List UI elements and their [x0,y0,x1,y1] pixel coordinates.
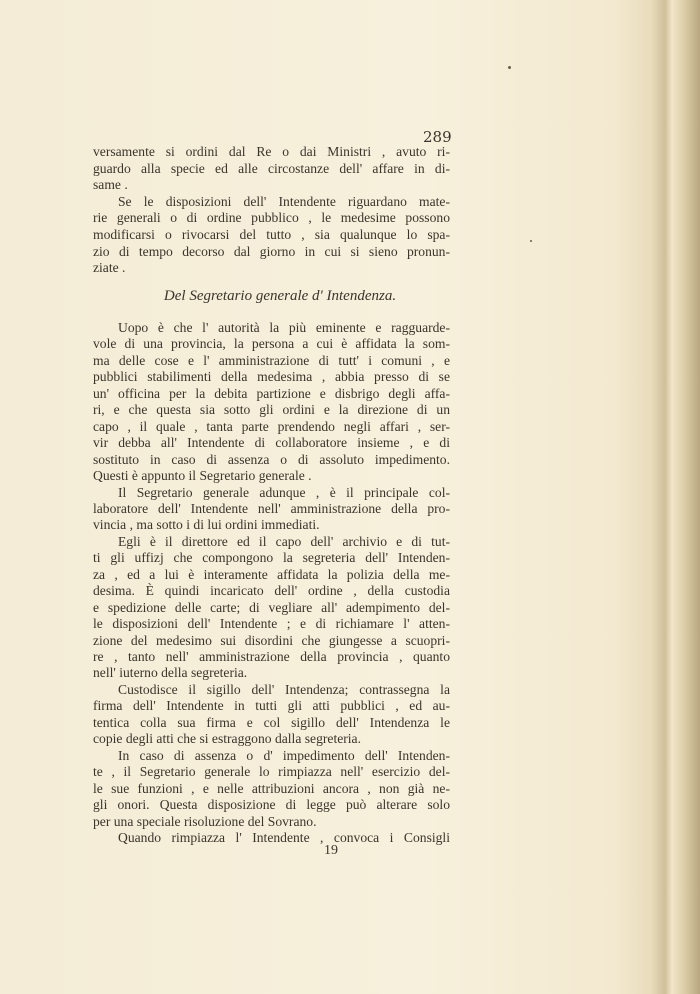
text-line: guardo alla specie ed alle circostanze dell' affare in di- [93,160,450,176]
text-line: ri, e che questa sia sotto gli ordini e la direzione di un [93,402,450,418]
text-line: per una speciale risoluzione del Sovrano. [93,813,317,829]
signature-mark: 19 [324,843,338,858]
text-line: Quando rimpiazza l' Intendente , convoca i Consigli [118,829,450,845]
paper-speck [508,66,511,69]
text-line: desima. È quindi incaricato dell' ordine , della custodia [93,583,450,599]
text-line: laboratore dell' Intendente nell' amministrazione della pro- [93,500,450,516]
text-line: ziate . [93,260,126,276]
text-line: vincia , ma sotto i di lui ordini immediati. [93,517,320,533]
text-line: ma delle cose e l' amministrazione di tutt' i comuni , e [93,352,450,368]
text-line: un' officina per la debita partizione e disbrigo degli affa- [93,385,450,401]
text-line: In caso di assenza o d' impedimento dell' Intenden- [118,747,450,763]
text-line: zione del medesimo sui disordini che giungesse a scuopri- [93,632,450,648]
page-number: 289 [423,128,452,146]
text-line: Questi è appunto il Segretario generale . [93,468,312,484]
text-line: sostituto in caso di assenza o di assoluto impedimento. [93,451,450,467]
text-line: Egli è il direttore ed il capo dell' archivio e di tut- [118,533,450,549]
text-line: same . [93,177,128,193]
text-line: tentica colla sua firma e col sigillo dell' Intendenza le [93,714,450,730]
text-line: Uopo è che l' autorità la più eminente e ragguarde- [118,320,450,335]
text-line: nell' iuterno della segreteria. [93,665,248,681]
text-line: firma dell' Intendente in tutti gli atti pubblici , ed au- [93,698,450,714]
text-line: gli onori. Questa disposizione di legge può alterare solo [93,797,450,813]
paper-speck [530,240,532,242]
text-line: re , tanto nell' amministrazione della provincia , quanto [93,649,450,664]
text-line: za , ed a lui è interamente affidata la polizia della me- [93,566,450,582]
text-line: pubblici stabilimenti della medesima , abbia presso di se [93,369,450,385]
text-line: Custodisce il sigillo dell' Intendenza; contrassegna la [118,681,450,697]
text-line: rie generali o di ordine pubblico , le medesime possono [93,210,450,226]
section-heading: Del Segretario generale d' Intendenza. [163,288,397,304]
text-line: Il Segretario generale adunque , è il principale col- [118,484,450,500]
text-line: le sue funzioni , e nelle attribuzioni ancora , non già ne- [93,780,450,796]
text-line: zio di tempo decorso dal giorno in cui si sieno pronun- [93,243,450,259]
text-line: Se le disposizioni dell' Intendente riguardano mate- [118,193,450,209]
text-line: te , il Segretario generale lo rimpiazza nell' esercizio del- [93,764,450,780]
text-line: le disposizioni dell' Intendente ; e di richiamare l' atten- [93,616,450,632]
text-line: capo , il quale , tanta parte prendendo negli affari , ser- [93,418,450,434]
text-line: vole di una provincia, la persona a cui è affidata la som- [93,336,450,352]
text-line: ti gli uffizj che compongono la segreteria dell' Intenden- [93,550,450,566]
text-line: e spedizione delle carte; di vegliare all' adempimento del- [93,599,450,615]
text-line: modificarsi o rivocarsi del tutto , sia qualunque lo spa- [93,227,450,242]
text-line: vir debba all' Intendente di collaboratore insieme , e di [93,435,450,451]
text-line: versamente si ordini dal Re o dai Ministri , avuto ri- [93,144,450,159]
text-line: copie degli atti che si estraggono dalla segreteria. [93,731,361,747]
